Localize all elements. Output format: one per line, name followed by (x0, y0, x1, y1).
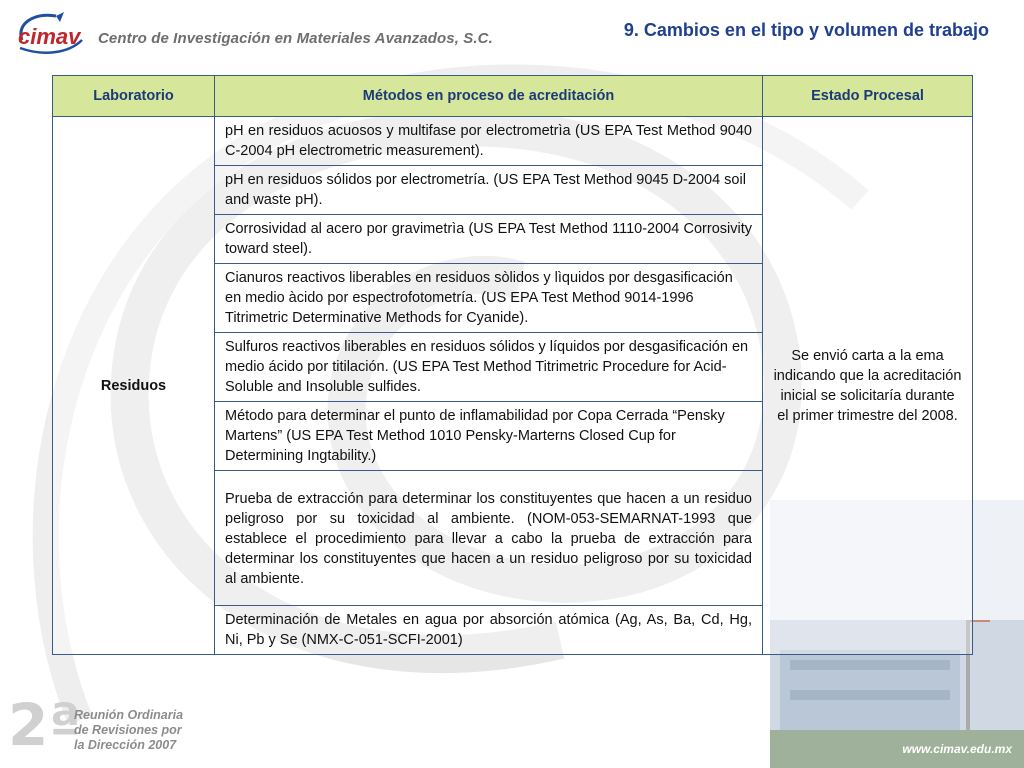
website-url: www.cimav.edu.mx (902, 742, 1012, 756)
meeting-caption (74, 708, 183, 753)
column-header-laboratorio: Laboratorio (53, 76, 215, 117)
method-cell: Método para determinar el punto de inflamabilidad por Copa Cerrada “Pensky Martens” (US EPA Test Method 1010 Pensky-Marterns Closed Cup for Determining Ingtability.) (215, 402, 763, 471)
meeting-number: 2ª (8, 691, 82, 759)
method-cell: Determinación de Metales en agua por absorción atómica (Ag, As, Ba, Cd, Hg, Ni, Pb y Se (NMX-C-051-SCFI-2001) (215, 606, 763, 655)
svg-text:cimav: cimav (18, 24, 81, 49)
column-header-metodos: Métodos en proceso de acreditación (215, 76, 763, 117)
accreditation-table (52, 75, 973, 655)
method-cell: pH en residuos acuosos y multifase por electrometrìa (US EPA Test Method 9040 C-2004 pH electrometric measurement). (215, 117, 763, 166)
method-cell: Corrosividad al acero por gravimetrìa (US EPA Test Method 1110-2004 Corrosivity toward steel). (215, 215, 763, 264)
slide-title: 9. Cambios en el tipo y volumen de trabajo (623, 20, 989, 40)
institution-name: Centro de Investigación en Materiales Avanzados, S.C. (98, 30, 493, 47)
method-cell: pH en residuos sólidos por electrometría. (US EPA Test Method 9045 D-2004 soil and waste pH). (215, 166, 763, 215)
meeting-caption-line: de Revisiones por (74, 723, 182, 737)
table-row (53, 117, 973, 166)
method-cell: Sulfuros reactivos liberables en residuos sólidos y líquidos por desgasificación en medio ácido por titilación. (US EPA Test Method Titrimetric Procedure for Acid-Soluble and Insoluble sulfides. (215, 333, 763, 402)
laboratory-cell: Residuos (53, 117, 215, 655)
table-header-row (53, 76, 973, 117)
cimav-logo (12, 10, 90, 56)
meeting-caption-line: Reunión Ordinaria (74, 708, 184, 722)
status-cell: Se envió carta a la ema indicando que la acreditación inicial se solicitaría durante el primer trimestre del 2008. (763, 117, 973, 655)
column-header-estado: Estado Procesal (763, 76, 973, 117)
meeting-caption-line: la Dirección 2007 (74, 738, 177, 752)
slide-header (0, 0, 1024, 62)
method-cell: Cianuros reactivos liberables en residuos sòlidos y lìquidos por desgasificación en medio àcido por espectrofotometría. (US EPA Test Method 9014-1996 Titrimetric Determinative Methods for Cyanide). (215, 264, 763, 333)
method-cell: Prueba de extracción para determinar los constituyentes que hacen a un residuo peligroso por su toxicidad al ambiente. (NOM-053-SEMARNAT-1993 que establece el procedimiento para llevar a cabo la prueba de extracción para determinar los constituyentes que hacen a un residuo peligroso por su toxicidad al ambiente. (215, 471, 763, 606)
